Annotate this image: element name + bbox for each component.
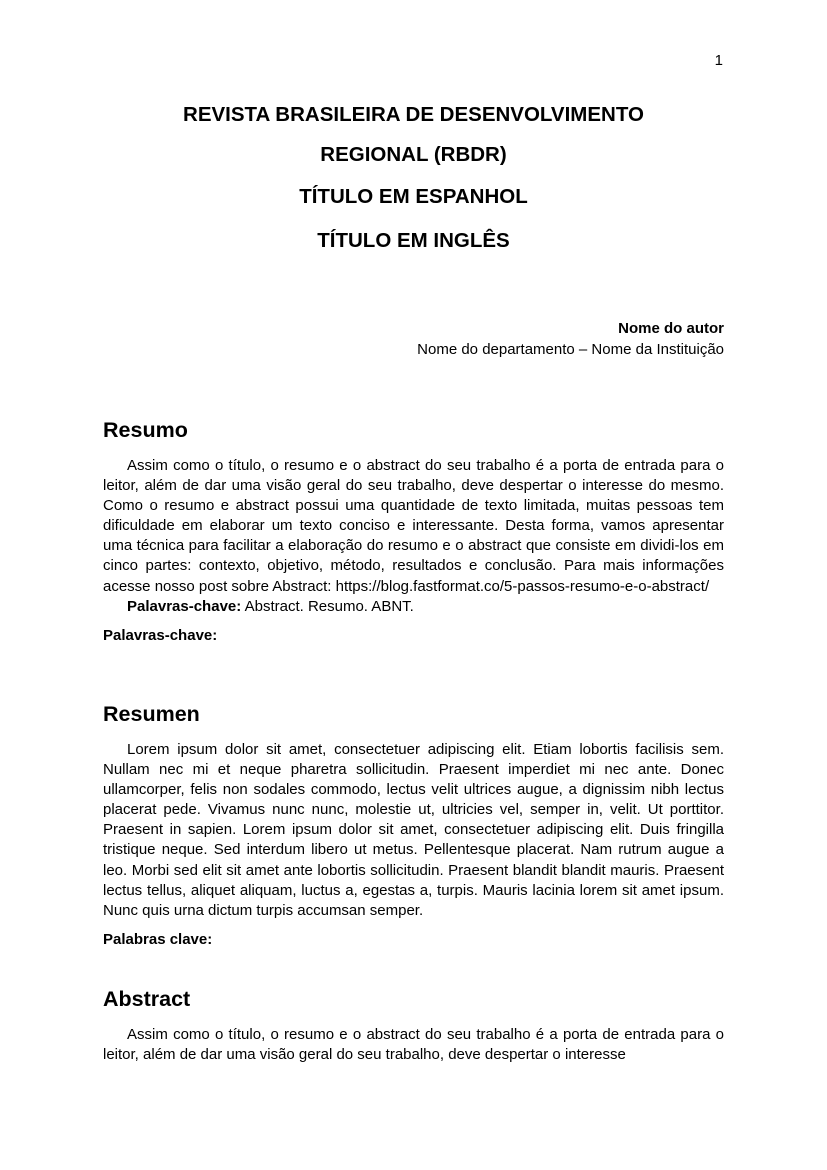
resumen-keywords-label: Palabras clave: [103, 930, 213, 948]
page-number: 1 [714, 52, 723, 69]
section-resumen [103, 700, 724, 950]
journal-title-line2: REGIONAL (RBDR) [320, 143, 507, 166]
resumo-heading: Resumo [103, 418, 188, 442]
resumen-heading: Resumen [103, 702, 200, 726]
resumo-keywords-empty: Palavras-chave: [103, 626, 218, 644]
resumo-keywords-label: Palavras-chave: [127, 597, 242, 615]
title-spanish: TÍTULO EM ESPANHOL [299, 185, 528, 208]
resumo-body: Assim como o título, o resumo e o abstract do seu trabalho é a porta de entrada para o leitor, além de dar uma visão geral do seu trabalho, deve despertar o interesse do mesmo. Como o resumo e abstract possui uma quantidade de texto limitada, muitas pessoas tem dificuldade em elaborar um texto conciso e interessante. Desta forma, vamos apresentar uma técnica para facilitar a elaboração do resumo e o abstract que consiste em dividi-los em cinco partes: contexto, objetivo, método, resultados e conclusão. Para mais informações acesse nosso post sobre Abstract: https://blog.fastformat.co/5-passos-resumo-e-o-abstract/ [103, 457, 724, 595]
abstract-body: Assim como o título, o resumo e o abstract do seu trabalho é a porta de entrada para o leitor, além de dar uma visão geral do seu trabalho, deve despertar o interesse [103, 1026, 724, 1064]
section-abstract [103, 985, 724, 1065]
resumo-keywords-value: Abstract. Resumo. ABNT. [244, 597, 414, 615]
author-affiliation: Nome do departamento – Nome da Instituição [417, 341, 724, 358]
title-english: TÍTULO EM INGLÊS [317, 229, 510, 252]
abstract-heading: Abstract [103, 987, 191, 1011]
section-resumo [103, 416, 724, 646]
author-name: Nome do autor [618, 320, 724, 337]
journal-title-line1: REVISTA BRASILEIRA DE DESENVOLVIMENTO [183, 103, 644, 126]
author-block [417, 318, 724, 360]
resumo-keywords [103, 597, 724, 617]
resumen-body: Lorem ipsum dolor sit amet, consectetuer adipiscing elit. Etiam lobortis facilisis sem. Nullam nec mi et neque pharetra sollicitudin. Praesent imperdiet mi nec ante. Donec ullamcorper, felis non sodales commodo, lectus velit ultrices augue, a dignissim nibh lectus placerat pede. Vivamus nunc nunc, molestie ut, ultricies vel, semper in, velit. Ut porttitor. Praesent in sapien. Lorem ipsum dolor sit amet, consectetuer adipiscing elit. Duis fringilla tristique neque. Sed interdum libero ut metus. Pellentesque placerat. Nam rutrum augue a leo. Morbi sed elit sit amet ante lobortis sollicitudin. Praesent blandit blandit mauris. Praesent lectus tellus, aliquet aliquam, luctus a, egestas a, turpis. Mauris lacinia lorem sit amet ipsum. Nunc quis urna dictum turpis accumsan semper. [103, 741, 724, 919]
title-block [103, 95, 724, 263]
